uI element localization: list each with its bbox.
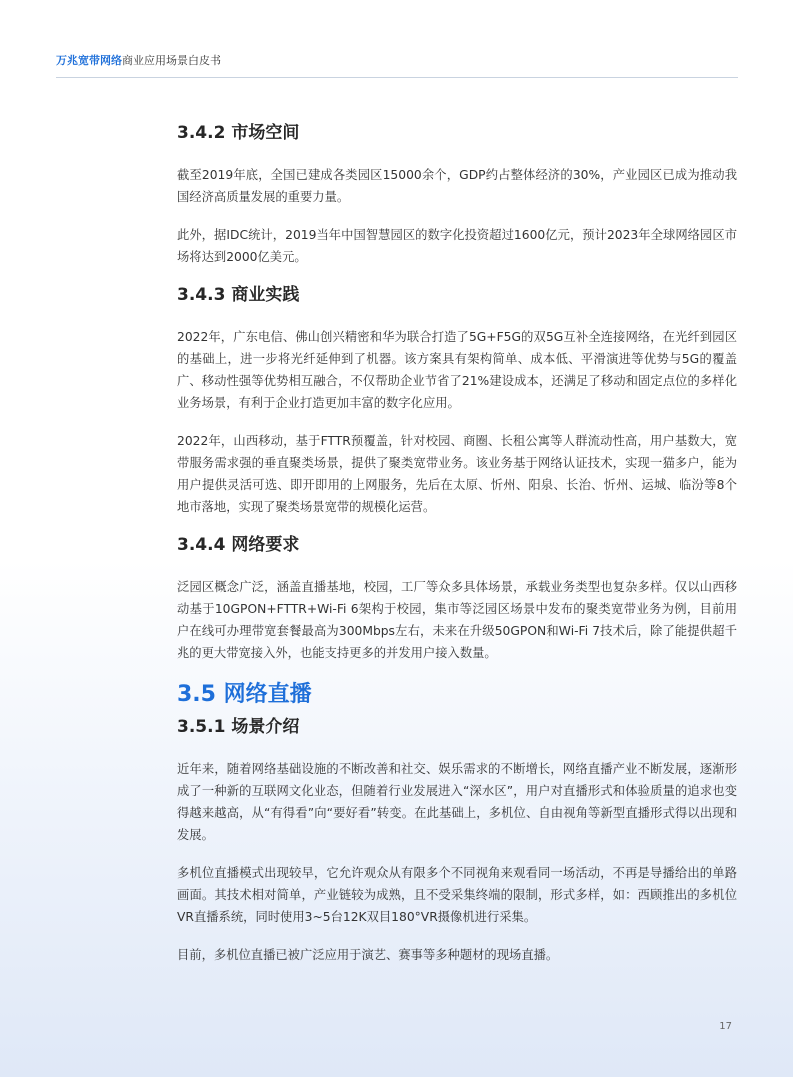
- section-heading-3-4-2: 3.4.2 市场空间: [177, 123, 300, 143]
- paragraph: 多机位直播模式出现较早，它允许观众从有限多个不同视角来观看同一场活动，不再是导播给出的单路画面。其技术相对简单，产业链较为成熟，且不受采集终端的限制，形式多样，如：西顾推出的多机位VR直播系统，同时使用3~5台12K双目180°VR摄像机进行采集。: [177, 866, 737, 924]
- page-content: [177, 120, 737, 966]
- running-header: [56, 54, 221, 68]
- paragraph: 目前，多机位直播已被广泛应用于演艺、赛事等多种题材的现场直播。: [177, 948, 559, 962]
- header-subtitle: 商业应用场景白皮书: [122, 54, 221, 67]
- paragraph: 泛园区概念广泛，涵盖直播基地，校园，工厂等众多具体场景，承载业务类型也复杂多样。仅以山西移动基于10GPON+FTTR+Wi-Fi 6架构于校园，集市等泛园区场景中发布的聚类宽带业务为例，目前用户在线可办理带宽套餐最高为300Mbps左右，未来在升级50GPON和Wi-Fi 7技术后，除了能提供超千兆的更大带宽接入外，也能支持更多的并发用户接入数量。: [177, 580, 737, 660]
- section-heading-3-4-3: 3.4.3 商业实践: [177, 285, 300, 305]
- paragraph: 此外，据IDC统计，2019当年中国智慧园区的数字化投资超过1600亿元，预计2023年全球网络园区市场将达到2000亿美元。: [177, 228, 737, 264]
- section-heading-3-5-1: 3.5.1 场景介绍: [177, 717, 300, 737]
- header-brand: 万兆宽带网络: [56, 54, 122, 67]
- paragraph: 2022年，广东电信、佛山创兴精密和华为联合打造了5G+F5G的双5G互补全连接网络，在光纤到园区的基础上，进一步将光纤延伸到了机器。该方案具有架构简单、成本低、平滑演进等优势与5G的覆盖广、移动性强等优势相互融合，不仅帮助企业节省了21%建设成本，还满足了移动和固定点位的多样化业务场景，有利于企业打造更加丰富的数字化应用。: [177, 330, 737, 410]
- section-heading-3-4-4: 3.4.4 网络要求: [177, 535, 300, 555]
- chapter-heading-3-5: 3.5 网络直播: [177, 682, 312, 707]
- paragraph: 2022年，山西移动，基于FTTR预覆盖，针对校园、商圈、长租公寓等人群流动性高，用户基数大，宽带服务需求强的垂直聚类场景，提供了聚类宽带业务。该业务基于网络认证技术，实现一猫多户，能为用户提供灵活可选、即开即用的上网服务，先后在太原、忻州、阳泉、长治、忻州、运城、临汾等8个地市落地，实现了聚类场景宽带的规模化运营。: [177, 434, 737, 514]
- header-divider: [56, 77, 738, 78]
- page-number: 17: [719, 1021, 732, 1032]
- paragraph: 近年来，随着网络基础设施的不断改善和社交、娱乐需求的不断增长，网络直播产业不断发展，逐渐形成了一种新的互联网文化业态，但随着行业发展进入“深水区”，用户对直播形式和体验质量的追求也变得越来越高，从“有得看”向“要好看”转变。在此基础上，多机位、自由视角等新型直播形式得以出现和发展。: [177, 762, 737, 842]
- paragraph: 截至2019年底，全国已建成各类园区15000余个，GDP约占整体经济的30%，产业园区已成为推动我国经济高质量发展的重要力量。: [177, 168, 737, 204]
